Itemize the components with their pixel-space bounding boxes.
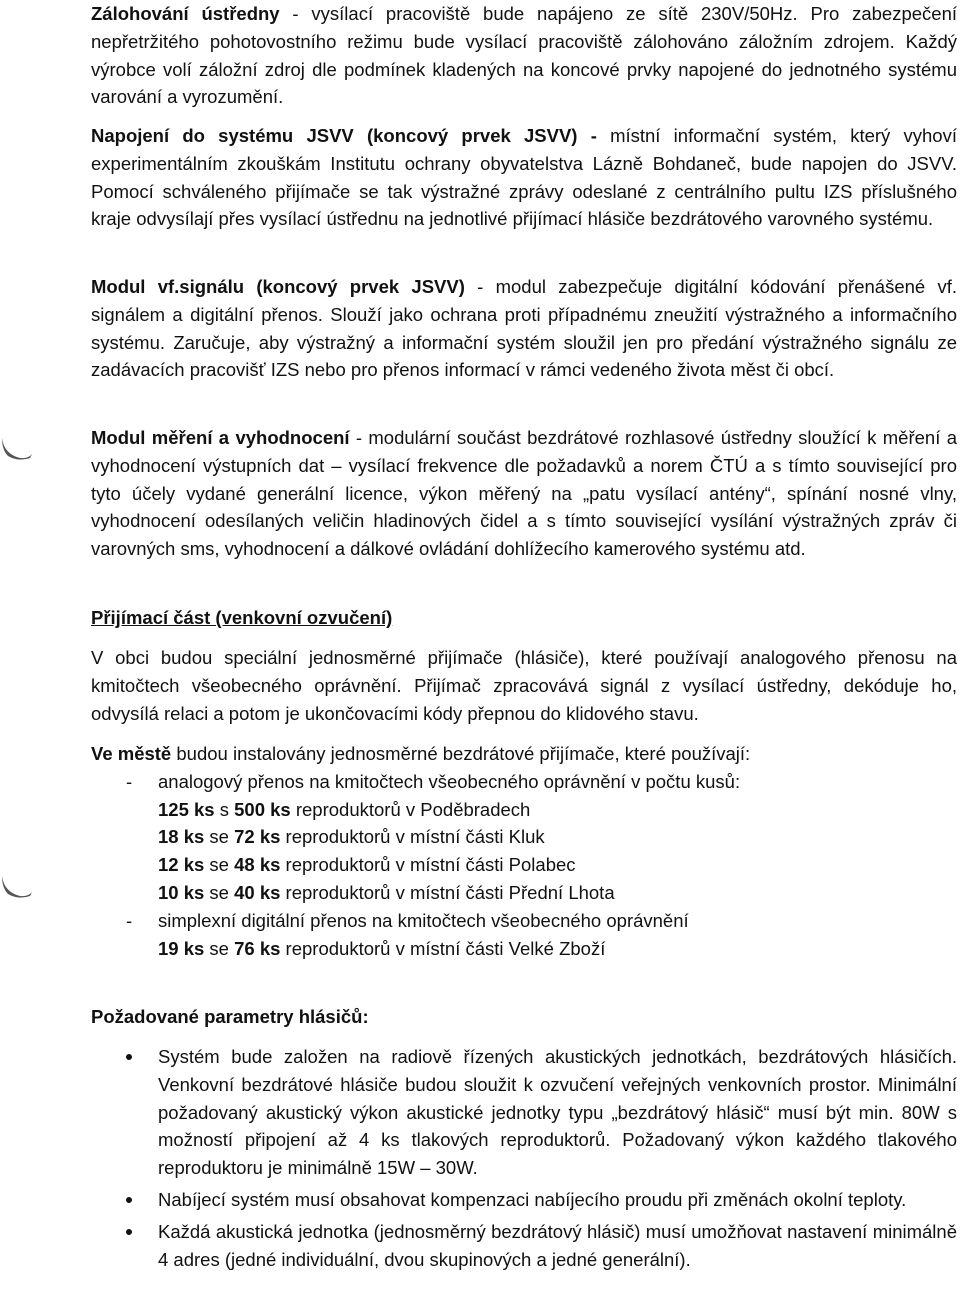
bullet-text: Systém bude založen na radiově řízených akustických jednotkách, bezdrátových hlásičích. Venkovní bezdrátové hlásiče budou sloužit k ozvučení veřejných venkovních prostor. Minimální požadovaný akustický výkon akustické jednotky typu „bezdrátový hlásič“ musí být min. 80W s možností připojení až 4 ks tlakových reproduktorů. Požadovaný výkon každého tlakového reproduktoru je minimálně 15W – 30W. <box>158 1046 957 1179</box>
section-heading-parametry: Požadované parametry hlásičů: <box>91 1006 369 1027</box>
paragraph-title: Modul měření a vyhodnocení <box>91 427 350 448</box>
receiver-count-row <box>91 851 957 879</box>
list-item-digital <box>91 907 957 935</box>
dash-marker: - <box>126 909 133 931</box>
bullet-dot-icon <box>126 1229 132 1235</box>
section-heading-prijimaci: Přijímací část (venkovní ozvučení) <box>91 607 393 628</box>
connector-text: se <box>204 854 235 876</box>
speaker-count: 48 ks <box>234 854 281 876</box>
receiver-count-row <box>91 935 957 963</box>
dash-marker: - <box>126 770 133 792</box>
ve-meste-lead-bold: Ve městě <box>91 743 172 764</box>
section-ve-meste <box>91 740 957 962</box>
location-text: reproduktorů v místní části Přední Lhota <box>280 881 615 903</box>
location-text: reproduktorů v místní části Kluk <box>280 826 545 848</box>
bullet-item <box>91 1186 957 1214</box>
connector-text: s <box>214 798 235 820</box>
ve-meste-lead <box>91 740 957 768</box>
location-text: reproduktorů v místní části Velké Zboží <box>280 937 606 959</box>
receiver-count: 19 ks <box>158 937 205 959</box>
transmission-list <box>91 768 957 796</box>
paragraph-modul-mereni <box>91 424 957 563</box>
receiver-count-row <box>91 796 957 824</box>
bullet-dot-icon <box>126 1054 132 1060</box>
paragraph-text: - vysílací pracoviště bude napájeno ze sítě 230V/50Hz. Pro zabezpečení nepřetržitého pohotovostního režimu bude vysílací pracoviště zálohováno záložním zdrojem. Každý výrobce volí záložní zdroj dle podmínek kladených na koncové prvky napojené do jednotného systému varování a vyrozumění. <box>91 3 958 108</box>
speaker-count: 40 ks <box>234 881 281 903</box>
paragraph-text: - modul zabezpečuje digitální kódování přenášené vf. signálem a digitální přenos. Slouží jako ochrana proti případnému zneužití výstražného a informačního systému. Zaručuje, aby výstražný a informační systém sloužil jen pro předání výstražného signálu ze zadávacích pracovišť IZS nebo pro přenos informací v rámci vedeného života měst či obcí. <box>91 276 957 381</box>
transmission-list <box>91 907 957 935</box>
bullet-text: Každá akustická jednotka (jednosměrný bezdrátový hlásič) musí umožňovat nastavení minimálně 4 adres (jedné individuální, dvou skupinových a jedné generální). <box>158 1220 957 1270</box>
receiver-count: 10 ks <box>158 881 205 903</box>
receiver-count: 12 ks <box>158 854 205 876</box>
receiver-count-row <box>91 879 957 907</box>
speaker-count: 500 ks <box>234 798 291 820</box>
receiver-count-row <box>91 823 957 851</box>
paragraph-text: - modulární součást bezdrátové rozhlasové ústředny sloužící k měření a vyhodnocení výstupních dat – vysílací frekvence dle požadavků a norem ČTÚ a s tímto související pro tyto účely vydané generální licence, výkon měřený na „patu vysílací antény“, spínání nosné vlny, vyhodnocení odesílaných veličin hladinových čidel a s tímto související vysílání výstražných zpráv či varovných sms, vyhodnocení a dálkové ovládání dohlížecího kamerového systému atd. <box>91 427 957 560</box>
connector-text: se <box>204 881 235 903</box>
receiver-count: 18 ks <box>158 826 205 848</box>
paragraph-title: Zálohování ústředny <box>91 3 280 24</box>
parameters-bullet-list <box>91 1043 957 1273</box>
receiver-count: 125 ks <box>158 798 215 820</box>
bullet-text: Nabíjecí systém musí obsahovat kompenzaci nabíjecího proudu při změnách okolní teploty. <box>158 1188 907 1210</box>
bullet-item <box>91 1043 957 1182</box>
speaker-count: 76 ks <box>234 937 281 959</box>
paragraph-title: Modul vf.signálu (koncový prvek JSVV) <box>91 276 465 297</box>
margin-scan-mark <box>0 870 34 900</box>
connector-text: se <box>204 826 235 848</box>
paragraph-modul-vf <box>91 273 957 384</box>
paragraph-zalohovani <box>91 0 957 111</box>
location-text: reproduktorů v Poděbradech <box>290 798 531 820</box>
paragraph-napojeni <box>91 122 957 233</box>
paragraph-title: Napojení do systému JSVV (koncový prvek JSVV) - <box>91 125 597 146</box>
bullet-item <box>91 1218 957 1274</box>
connector-text: se <box>204 937 235 959</box>
ve-meste-lead-text: budou instalovány jednosměrné bezdrátové přijímače, které používají: <box>171 743 751 764</box>
bullet-dot-icon <box>126 1197 132 1203</box>
list-item-text: simplexní digitální přenos na kmitočtech všeobecného oprávnění <box>158 909 689 931</box>
paragraph-prijimaci: V obci budou speciální jednosměrné přijímače (hlásiče), které používají analogového přenosu na kmitočtech všeobecného oprávnění. Přijímač zpracovává signál z vysílací ústředny, dekóduje ho, odvysílá relaci a potom je ukončovacími kódy přepnou do klidového stavu. <box>91 647 957 724</box>
paragraph-text: místní informační systém, který vyhoví experimentálním zkouškám Institutu ochrany obyvatelstva Lázně Bohdaneč, bude napojen do JSVV. Pomocí schváleného přijímače se tak výstražné zprávy odeslané z centrálního pultu IZS příslušného kraje odvysílají přes vysílací ústřednu na jednotlivé přijímací hlásiče bezdrátového varovného systému. <box>91 125 957 230</box>
margin-scan-mark <box>0 432 34 462</box>
location-text: reproduktorů v místní části Polabec <box>280 854 576 876</box>
list-item-analog <box>91 768 957 796</box>
list-item-text: analogový přenos na kmitočtech všeobecného oprávnění v počtu kusů: <box>158 770 741 792</box>
speaker-count: 72 ks <box>234 826 281 848</box>
